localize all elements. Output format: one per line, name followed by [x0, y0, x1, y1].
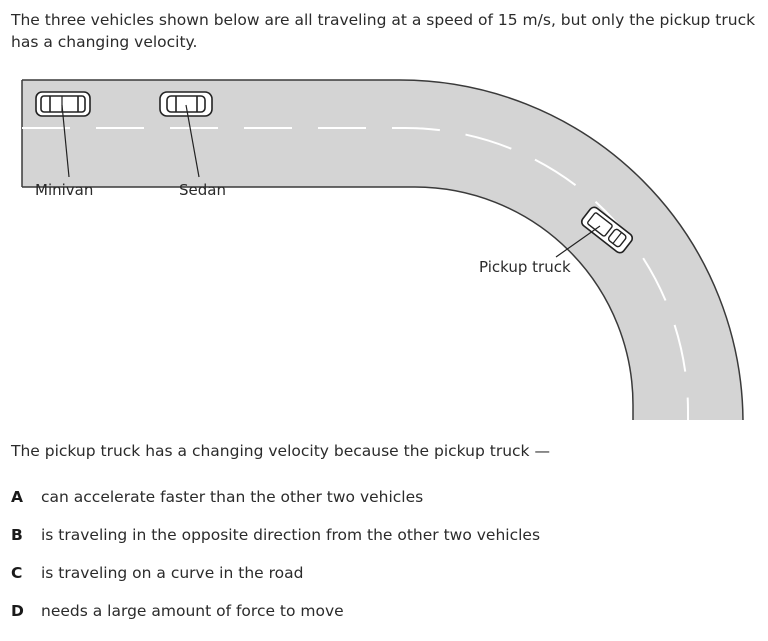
road-surface — [22, 80, 743, 420]
choice-letter: A — [11, 488, 23, 506]
road-diagram — [0, 75, 768, 420]
choice-text: can accelerate faster than the other two vehicles — [41, 488, 424, 506]
question-text: The pickup truck has a changing velocity because the pickup truck — — [11, 442, 550, 460]
pickup-truck-label: Pickup truck — [479, 258, 571, 276]
intro-text: The three vehicles shown below are all traveling at a speed of 15 m/s, but only the pickup truck has a changing velocity. — [11, 11, 756, 51]
choice-a[interactable] — [11, 486, 540, 524]
choice-text: needs a large amount of force to move — [41, 602, 344, 620]
sedan-icon — [160, 92, 212, 116]
choice-c[interactable] — [11, 562, 540, 600]
road-figure — [0, 75, 768, 420]
choice-letter: C — [11, 564, 23, 582]
sedan-label: Sedan — [179, 181, 226, 199]
answer-choices — [11, 486, 540, 638]
choice-letter: B — [11, 526, 23, 544]
choice-text: is traveling in the opposite direction from the other two vehicles — [41, 526, 541, 544]
minivan-label: Minivan — [35, 181, 94, 199]
choice-b[interactable] — [11, 524, 540, 562]
choice-d[interactable] — [11, 600, 540, 638]
choice-text: is traveling on a curve in the road — [41, 564, 304, 582]
choice-letter: D — [11, 602, 24, 620]
